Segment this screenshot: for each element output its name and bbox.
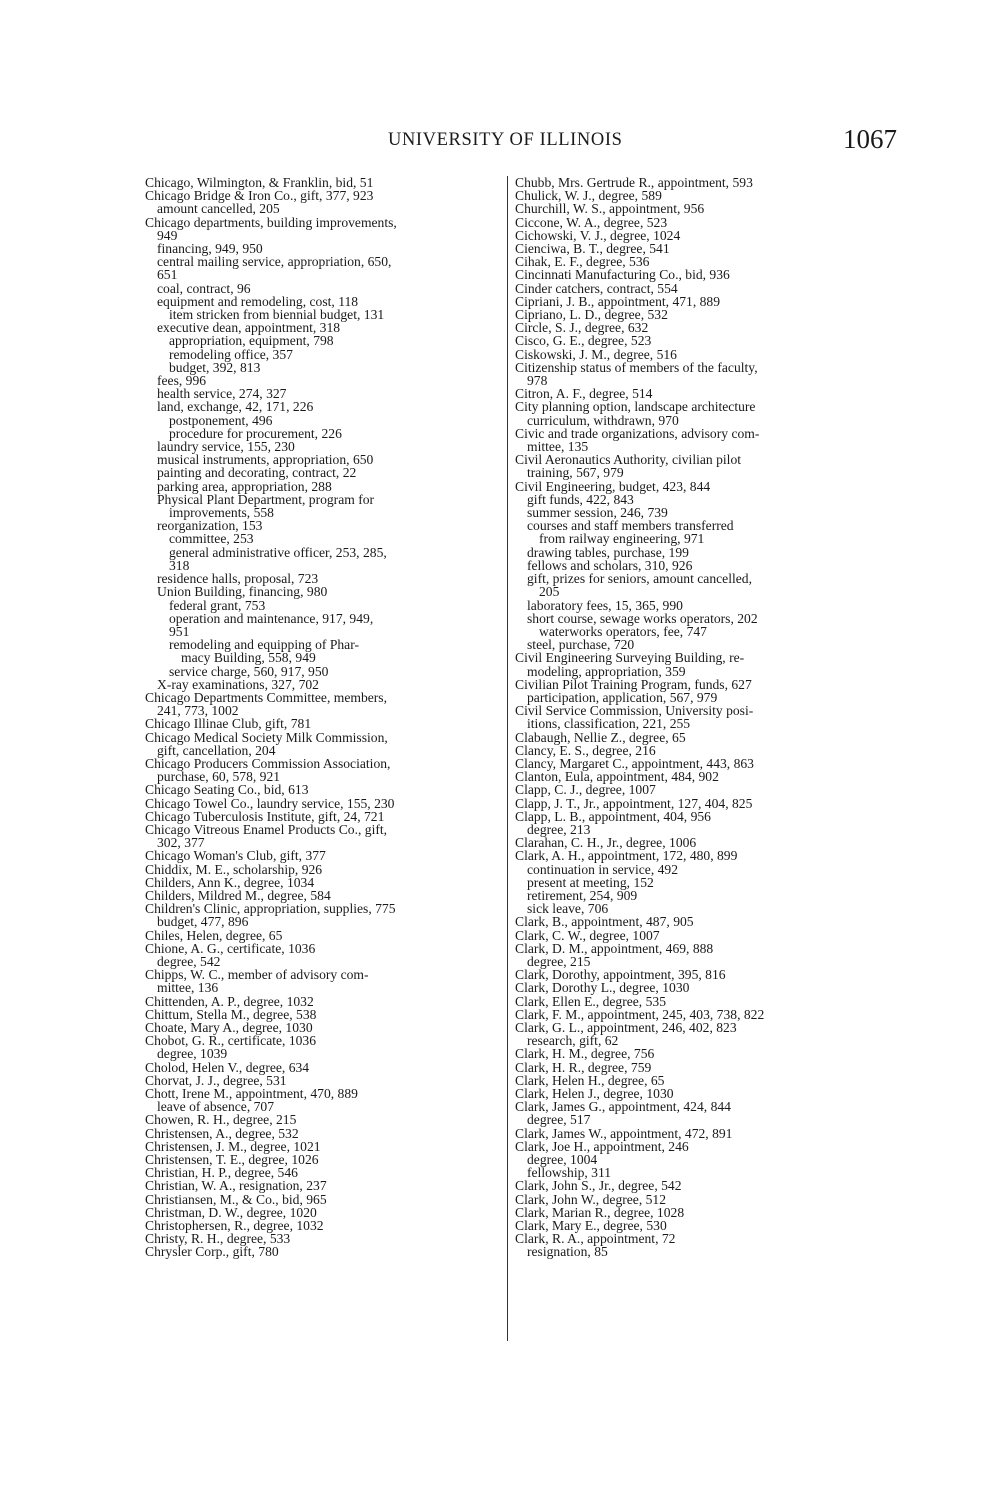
index-entry: Civil Service Commission, University posi- bbox=[515, 703, 754, 719]
index-subentry: drawing tables, purchase, 199 bbox=[527, 544, 689, 560]
index-entry: Cichowski, V. J., degree, 1024 bbox=[515, 227, 681, 243]
index-subentry: training, 567, 979 bbox=[527, 465, 624, 481]
index-entry: Cinder catchers, contract, 554 bbox=[515, 280, 678, 296]
index-subentry: degree, 517 bbox=[527, 1112, 591, 1128]
index-subentry: laboratory fees, 15, 365, 990 bbox=[527, 597, 683, 613]
index-subentry: summer session, 246, 739 bbox=[527, 505, 668, 521]
index-subentry: 949 bbox=[157, 227, 178, 243]
index-entry: Chicago Medical Society Milk Commission, bbox=[145, 729, 388, 745]
index-entry: Chulick, W. J., degree, 589 bbox=[515, 188, 662, 204]
index-entry: Clark, B., appointment, 487, 905 bbox=[515, 914, 694, 930]
index-subentry: degree, 542 bbox=[157, 953, 221, 969]
index-subentry: Physical Plant Department, program for bbox=[157, 491, 375, 507]
index-subentry: procedure for procurement, 226 bbox=[169, 425, 342, 441]
index-subentry: present at meeting, 152 bbox=[527, 874, 654, 890]
index-subentry: 951 bbox=[169, 623, 190, 639]
index-entry: Christian, H. P., degree, 546 bbox=[145, 1165, 298, 1181]
index-entry: Christensen, T. E., degree, 1026 bbox=[145, 1152, 319, 1168]
index-subentry: federal grant, 753 bbox=[169, 597, 266, 613]
index-subentry: macy Building, 558, 949 bbox=[181, 650, 316, 666]
index-subentry: X-ray examinations, 327, 702 bbox=[157, 676, 319, 692]
index-entry: Ciccone, W. A., degree, 523 bbox=[515, 214, 668, 230]
index-entry: Clarahan, C. H., Jr., degree, 1006 bbox=[515, 835, 697, 851]
index-subentry: residence halls, proposal, 723 bbox=[157, 571, 319, 587]
index-entry: Chittenden, A. P., degree, 1032 bbox=[145, 993, 314, 1009]
index-entry: Clark, James W., appointment, 472, 891 bbox=[515, 1125, 733, 1141]
index-entry: Chott, Irene M., appointment, 470, 889 bbox=[145, 1086, 358, 1102]
index-subentry: Union Building, financing, 980 bbox=[157, 584, 328, 600]
index-subentry: continuation in service, 492 bbox=[527, 861, 679, 877]
index-subentry: budget, 392, 813 bbox=[169, 359, 261, 375]
index-entry: Civil Engineering, budget, 423, 844 bbox=[515, 478, 711, 494]
index-subentry: budget, 477, 896 bbox=[157, 914, 249, 930]
index-subentry: item stricken from biennial budget, 131 bbox=[169, 307, 385, 323]
index-entry: Christman, D. W., degree, 1020 bbox=[145, 1204, 317, 1220]
index-subentry: short course, sewage works operators, 202 bbox=[527, 610, 758, 626]
index-subentry: financing, 949, 950 bbox=[157, 241, 263, 257]
page-number: 1067 bbox=[843, 124, 897, 154]
index-entry: Clark, Dorothy L., degree, 1030 bbox=[515, 980, 690, 996]
index-subentry: purchase, 60, 578, 921 bbox=[157, 769, 281, 785]
index-subentry: degree, 215 bbox=[527, 953, 591, 969]
index-entry: Clark, Dorothy, appointment, 395, 816 bbox=[515, 967, 726, 983]
index-subentry: courses and staff members transferred bbox=[527, 518, 734, 534]
index-entry: Chicago Illinae Club, gift, 781 bbox=[145, 716, 312, 732]
index-entry: Chicago Tuberculosis Institute, gift, 24, 721 bbox=[145, 808, 385, 824]
running-title: UNIVERSITY OF ILLINOIS bbox=[388, 130, 623, 150]
index-subentry: parking area, appropriation, 288 bbox=[157, 478, 332, 494]
index-entry: Christensen, J. M., degree, 1021 bbox=[145, 1138, 321, 1154]
index-entry: Clark, F. M., appointment, 245, 403, 738, 822 bbox=[515, 1006, 765, 1022]
index-column-left bbox=[145, 176, 495, 1259]
index-entry: Clark, H. R., degree, 759 bbox=[515, 1059, 652, 1075]
index-subentry: modeling, appropriation, 359 bbox=[527, 663, 686, 679]
index-subentry: from railway engineering, 971 bbox=[539, 531, 705, 547]
index-subentry: service charge, 560, 917, 950 bbox=[169, 663, 329, 679]
index-entry: Chicago Seating Co., bid, 613 bbox=[145, 782, 309, 798]
index-entry: Cholod, Helen V., degree, 634 bbox=[145, 1059, 310, 1075]
index-entry: Chubb, Mrs. Gertrude R., appointment, 593 bbox=[515, 175, 753, 190]
index-subentry: appropriation, equipment, 798 bbox=[169, 333, 334, 349]
index-entry: Cincinnati Manufacturing Co., bid, 936 bbox=[515, 267, 730, 283]
index-entry: Chipps, W. C., member of advisory com- bbox=[145, 967, 369, 983]
index-entry: Clark, C. W., degree, 1007 bbox=[515, 927, 660, 943]
index-subentry: fellows and scholars, 310, 926 bbox=[527, 557, 693, 573]
index-subentry: gift funds, 422, 843 bbox=[527, 491, 634, 507]
index-entry: Churchill, W. S., appointment, 956 bbox=[515, 201, 705, 217]
index-entry: Chicago Bridge & Iron Co., gift, 377, 923 bbox=[145, 188, 374, 204]
index-subentry: committee, 253 bbox=[169, 531, 254, 547]
index-entry: Citizenship status of members of the faculty, bbox=[515, 359, 758, 375]
index-column-right bbox=[515, 176, 867, 1259]
index-subentry: 651 bbox=[157, 267, 178, 283]
index-subentry: laundry service, 155, 230 bbox=[157, 439, 295, 455]
index-entry: Christensen, A., degree, 532 bbox=[145, 1125, 299, 1141]
index-subentry: gift, cancellation, 204 bbox=[157, 742, 276, 758]
index-subentry: fellowship, 311 bbox=[527, 1165, 612, 1181]
index-entry: Chiddix, M. E., scholarship, 926 bbox=[145, 861, 323, 877]
index-entry: Christian, W. A., resignation, 237 bbox=[145, 1178, 327, 1194]
index-entry: Clancy, Margaret C., appointment, 443, 863 bbox=[515, 755, 754, 771]
index-entry: Clark, Joe H., appointment, 246 bbox=[515, 1138, 689, 1154]
index-subentry: gift, prizes for seniors, amount cancelled, bbox=[527, 571, 752, 587]
index-subentry: operation and maintenance, 917, 949, bbox=[169, 610, 374, 626]
index-subentry: coal, contract, 96 bbox=[157, 280, 251, 296]
index-entry: Cipriani, J. B., appointment, 471, 889 bbox=[515, 293, 721, 309]
index-subentry: degree, 1039 bbox=[157, 1046, 228, 1062]
index-subentry: degree, 213 bbox=[527, 821, 591, 837]
index-entry: Clapp, L. B., appointment, 404, 956 bbox=[515, 808, 711, 824]
index-subentry: mittee, 135 bbox=[527, 439, 589, 455]
index-subentry: health service, 274, 327 bbox=[157, 386, 287, 402]
index-subentry: amount cancelled, 205 bbox=[157, 201, 280, 217]
index-entry: Clark, R. A., appointment, 72 bbox=[515, 1231, 676, 1247]
index-subentry: sick leave, 706 bbox=[527, 901, 609, 917]
index-subentry: fees, 996 bbox=[157, 373, 207, 389]
index-entry: Clark, James G., appointment, 424, 844 bbox=[515, 1099, 731, 1115]
index-subentry: remodeling office, 357 bbox=[169, 346, 293, 362]
index-entry: Clark, John S., Jr., degree, 542 bbox=[515, 1178, 682, 1194]
index-subentry: equipment and remodeling, cost, 118 bbox=[157, 293, 359, 309]
index-subentry: research, gift, 62 bbox=[527, 1033, 619, 1049]
index-subentry: leave of absence, 707 bbox=[157, 1099, 275, 1115]
index-entry: Chione, A. G., certificate, 1036 bbox=[145, 940, 316, 956]
index-subentry: general administrative officer, 253, 285, bbox=[169, 544, 387, 560]
index-subentry: waterworks operators, fee, 747 bbox=[539, 623, 707, 639]
index-entry: Clark, John W., degree, 512 bbox=[515, 1191, 667, 1207]
index-entry: City planning option, landscape architecture bbox=[515, 399, 756, 415]
index-subentry: postponement, 496 bbox=[169, 412, 273, 428]
index-subentry: 302, 377 bbox=[157, 835, 205, 851]
index-subentry: mittee, 136 bbox=[157, 980, 219, 996]
index-entry: Circle, S. J., degree, 632 bbox=[515, 320, 649, 336]
index-entry: Clark, Mary E., degree, 530 bbox=[515, 1218, 667, 1234]
index-subentry: improvements, 558 bbox=[169, 505, 274, 521]
index-entry: Clark, G. L., appointment, 246, 402, 823 bbox=[515, 1020, 737, 1035]
index-entry: Choate, Mary A., degree, 1030 bbox=[145, 1020, 313, 1035]
index-entry: Christiansen, M., & Co., bid, 965 bbox=[145, 1191, 327, 1207]
index-entry: Clanton, Eula, appointment, 484, 902 bbox=[515, 769, 719, 785]
index-subentry: land, exchange, 42, 171, 226 bbox=[157, 399, 314, 415]
index-entry: Civil Aeronautics Authority, civilian pilot bbox=[515, 452, 742, 468]
index-entry: Cihak, E. F., degree, 536 bbox=[515, 254, 650, 270]
index-entry: Citron, A. F., degree, 514 bbox=[515, 386, 653, 402]
index-entry: Chicago Vitreous Enamel Products Co., gift, bbox=[145, 821, 388, 837]
index-entry: Civil Engineering Surveying Building, re- bbox=[515, 650, 745, 666]
index-entry: Childers, Ann K., degree, 1034 bbox=[145, 874, 315, 890]
index-entry: Clark, Ellen E., degree, 535 bbox=[515, 993, 666, 1009]
index-entry: Clark, Helen J., degree, 1030 bbox=[515, 1086, 674, 1102]
index-entry: Cipriano, L. D., degree, 532 bbox=[515, 307, 668, 323]
index-subentry: 241, 773, 1002 bbox=[157, 703, 239, 719]
index-entry: Chicago Towel Co., laundry service, 155, 230 bbox=[145, 795, 395, 811]
index-subentry: musical instruments, appropriation, 650 bbox=[157, 452, 374, 468]
index-subentry: remodeling and equipping of Phar- bbox=[169, 637, 359, 653]
index-entry: Clancy, E. S., degree, 216 bbox=[515, 742, 656, 758]
index-subentry: central mailing service, appropriation, 650, bbox=[157, 254, 392, 270]
index-subentry: itions, classification, 221, 255 bbox=[527, 716, 691, 732]
index-subentry: participation, application, 567, 979 bbox=[527, 689, 718, 705]
index-entry: Chicago, Wilmington, & Franklin, bid, 51 bbox=[145, 175, 374, 190]
index-entry: Chittum, Stella M., degree, 538 bbox=[145, 1006, 317, 1022]
index-subentry: executive dean, appointment, 318 bbox=[157, 320, 341, 336]
index-entry: Clark, D. M., appointment, 469, 888 bbox=[515, 940, 714, 956]
index-entry: Christy, R. H., degree, 533 bbox=[145, 1231, 291, 1247]
index-entry: Cienciwa, B. T., degree, 541 bbox=[515, 241, 670, 257]
index-subentry: curriculum, withdrawn, 970 bbox=[527, 412, 679, 428]
index-subentry: 318 bbox=[169, 557, 190, 573]
index-entry: Clabaugh, Nellie Z., degree, 65 bbox=[515, 729, 686, 745]
index-entry: Civic and trade organizations, advisory com- bbox=[515, 425, 760, 441]
index-subentry: 205 bbox=[539, 584, 560, 600]
index-subentry: degree, 1004 bbox=[527, 1152, 598, 1168]
index-entry: Chicago Woman's Club, gift, 377 bbox=[145, 848, 326, 864]
index-entry: Clark, Helen H., degree, 65 bbox=[515, 1072, 665, 1088]
index-entry: Chrysler Corp., gift, 780 bbox=[145, 1244, 279, 1260]
index-entry: Clapp, C. J., degree, 1007 bbox=[515, 782, 656, 798]
page-header bbox=[0, 124, 1000, 164]
index-entry: Clark, H. M., degree, 756 bbox=[515, 1046, 655, 1062]
index-entry: Clark, Marian R., degree, 1028 bbox=[515, 1204, 685, 1220]
index-entry: Childers, Mildred M., degree, 584 bbox=[145, 887, 331, 903]
index-entry: Chicago departments, building improvements, bbox=[145, 214, 397, 230]
index-entry: Children's Clinic, appropriation, supplies, 775 bbox=[145, 901, 396, 917]
index-entry: Cisco, G. E., degree, 523 bbox=[515, 333, 652, 349]
index-entry: Civilian Pilot Training Program, funds, 627 bbox=[515, 676, 752, 692]
index-entry: Chicago Producers Commission Association, bbox=[145, 755, 391, 771]
index-entry: Chicago Departments Committee, members, bbox=[145, 689, 387, 705]
index-entry: Chobot, G. R., certificate, 1036 bbox=[145, 1033, 317, 1049]
index-subentry: painting and decorating, contract, 22 bbox=[157, 465, 357, 481]
index-entry: Christophersen, R., degree, 1032 bbox=[145, 1218, 324, 1234]
index-subentry: 978 bbox=[527, 373, 548, 389]
index-entry: Ciskowski, J. M., degree, 516 bbox=[515, 346, 677, 362]
index-entry: Chorvat, J. J., degree, 531 bbox=[145, 1072, 287, 1088]
index-entry: Clapp, J. T., Jr., appointment, 127, 404, 825 bbox=[515, 795, 753, 811]
index-subentry: reorganization, 153 bbox=[157, 518, 263, 534]
index-subentry: retirement, 254, 909 bbox=[527, 887, 638, 903]
index-entry: Clark, A. H., appointment, 172, 480, 899 bbox=[515, 848, 738, 864]
index-subentry: steel, purchase, 720 bbox=[527, 637, 635, 653]
column-divider bbox=[507, 176, 508, 1341]
index-subentry: resignation, 85 bbox=[527, 1244, 608, 1260]
index-entry: Chowen, R. H., degree, 215 bbox=[145, 1112, 297, 1128]
index-entry: Chiles, Helen, degree, 65 bbox=[145, 927, 283, 943]
